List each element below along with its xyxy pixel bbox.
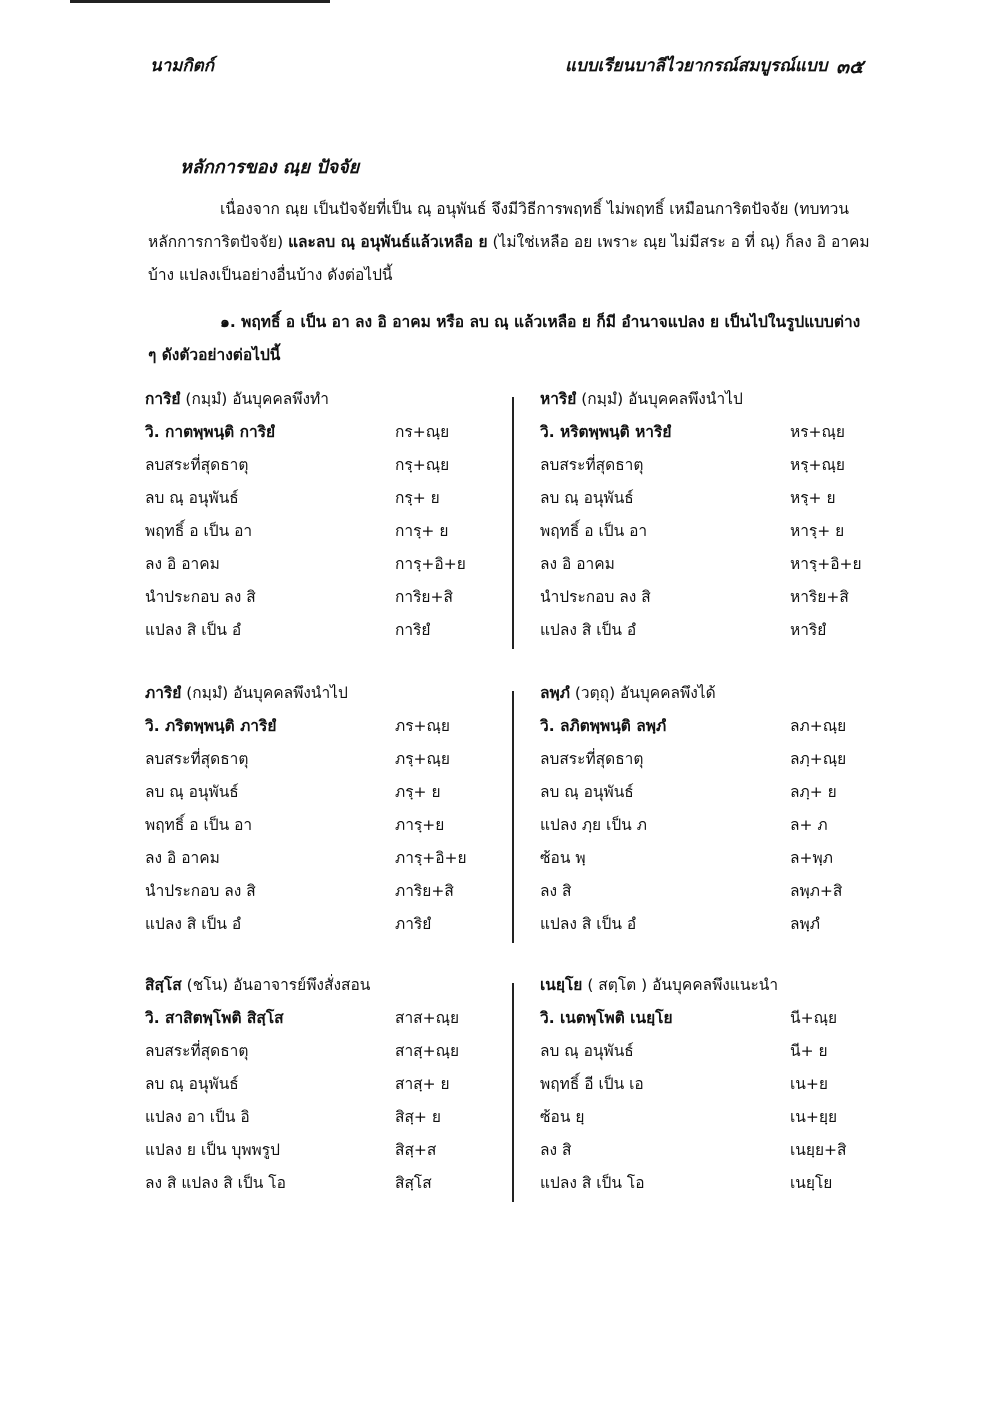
example-neyyo: [540, 969, 880, 1200]
headword: เนยฺโย: [540, 976, 583, 994]
intro-paragraph: [148, 193, 870, 292]
derivation-row: [145, 1068, 485, 1101]
step-label: ลง อิ อาคม: [145, 555, 220, 573]
step-value: นี+ ย: [790, 1042, 828, 1060]
derivation-row: [145, 776, 485, 809]
intro-text-2: (ไม่ใช่เหลือ อย เพราะ ณฺย ไม่มีสระ อ ที่ ณฺ) ก็ลง อิ อาคมบ้าง แปลงเป็นอย่างอื่นบ้าง ดังต่อไปนี้: [148, 233, 870, 284]
step-value: ภารฺ+อิ+ย: [395, 849, 467, 867]
step-label: แปลง สิ เป็น โอ: [540, 1174, 645, 1192]
step-label: ลบสระที่สุดธาตุ: [145, 456, 249, 474]
step-label: ลบ ณฺ อนุพันธ์: [145, 783, 239, 801]
gloss: (วตฺถุ) อันบุคคลพึงได้: [569, 684, 716, 702]
derivation-row: [145, 908, 485, 941]
step-label: ลบ ณฺ อนุพันธ์: [145, 489, 239, 507]
example-heading: [145, 383, 485, 416]
step-value: ภาริย+สิ: [395, 882, 454, 900]
step-value: หารฺ+ ย: [790, 522, 845, 540]
step-label: นำประกอบ ลง สิ: [540, 588, 651, 606]
step-label: นำประกอบ ลง สิ: [145, 588, 256, 606]
step-label: ลบ ณฺ อนุพันธ์: [540, 489, 634, 507]
example-heading: [145, 969, 485, 1002]
step-label: ลบ ณฺ อนุพันธ์: [540, 1042, 634, 1060]
example-heading: [540, 383, 880, 416]
step-label: ลบ ณฺ อนุพันธ์: [145, 1075, 239, 1093]
headword: การิยํ: [145, 390, 181, 408]
step-label: พฤทธิ์ อ เป็น อา: [145, 522, 253, 540]
derivation-row: [145, 809, 485, 842]
derivation-row: [540, 1035, 880, 1068]
step-value: เน+ยฺย: [790, 1108, 838, 1126]
section-title: หลักการของ ณฺย ปัจจัย: [180, 157, 360, 178]
step-value: การิยํ: [395, 621, 431, 639]
step-value: ล+ ภ: [790, 816, 828, 834]
derivation-row: [145, 842, 485, 875]
derivation-row: [540, 548, 880, 581]
example-heading: [145, 677, 485, 710]
derivation-row: [540, 1167, 880, 1200]
example-bhariya: [145, 677, 485, 941]
derivation-row: [145, 1002, 485, 1035]
step-value: สาสฺ+ณฺย: [395, 1042, 460, 1060]
derivation-row: [540, 614, 880, 647]
step-label: พฤทธิ์ อ เป็น อา: [145, 816, 253, 834]
step-value: ลภฺ+ณฺย: [790, 750, 847, 768]
step-label: ลบ ณฺ อนุพันธ์: [540, 783, 634, 801]
derivation-row: [540, 875, 880, 908]
step-label: ลง สิ แปลง สิ เป็น โอ: [145, 1174, 286, 1192]
derivation-row: [145, 581, 485, 614]
gloss: (กมฺมํ) อันบุคคลพึงนำไป: [576, 390, 743, 408]
step-label: วิ. กาตพฺพนฺติ การิยํ: [145, 423, 276, 441]
example-heading: [540, 969, 880, 1002]
running-header-left: นามกิตก์: [150, 56, 214, 76]
step-label: วิ. ภริตพฺพนฺติ ภาริยํ: [145, 717, 277, 735]
top-rule: [70, 0, 330, 3]
derivation-row: [145, 1035, 485, 1068]
step-value: กร+ณฺย: [395, 423, 450, 441]
step-label: วิ. ลภิตพฺพนฺติ ลพฺภํ: [540, 717, 667, 735]
headword: ลพฺภํ: [540, 684, 570, 702]
step-value: หาริยํ: [790, 621, 827, 639]
step-value: หาริย+สิ: [790, 588, 849, 606]
derivation-row: [145, 482, 485, 515]
step-label: แปลง สิ เป็น อํ: [540, 621, 637, 639]
step-label: ซ้อน พฺ: [540, 849, 586, 867]
step-value: เนยฺย+สิ: [790, 1141, 847, 1159]
derivation-row: [540, 449, 880, 482]
derivation-row: [540, 416, 880, 449]
example-sisso: [145, 969, 485, 1200]
step-value: กรฺ+ณฺย: [395, 456, 450, 474]
step-value: ภร+ณฺย: [395, 717, 450, 735]
step-label: ลง อิ อาคม: [540, 555, 615, 573]
step-label: ซ้อน ยฺ: [540, 1108, 585, 1126]
gloss: (กมฺมํ) อันบุคคลพึงทำ: [180, 390, 329, 408]
step-label: ลง สิ: [540, 882, 572, 900]
step-label: แปลง ภฺย เป็น ภ: [540, 816, 647, 834]
step-value: การิย+สิ: [395, 588, 453, 606]
step-label: พฤทธิ์ อ เป็น อา: [540, 522, 648, 540]
example-labbham: [540, 677, 880, 941]
derivation-row: [540, 710, 880, 743]
step-value: เน+ย: [790, 1075, 828, 1093]
step-label: วิ. หริตพฺพนฺติ หาริยํ: [540, 423, 672, 441]
derivation-row: [540, 1002, 880, 1035]
step-value: เนยฺโย: [790, 1174, 833, 1192]
step-value: ลพฺภ+สิ: [790, 882, 843, 900]
derivation-row: [145, 416, 485, 449]
step-value: หารฺ+อิ+ย: [790, 555, 862, 573]
derivation-row: [540, 776, 880, 809]
derivation-row: [145, 875, 485, 908]
step-value: ลพฺภํ: [790, 915, 820, 933]
derivation-row: [145, 548, 485, 581]
step-value: หรฺ+ ย: [790, 489, 836, 507]
step-label: แปลง สิ เป็น อํ: [145, 915, 242, 933]
step-label: ลบสระที่สุดธาตุ: [540, 750, 644, 768]
derivation-row: [145, 1167, 485, 1200]
gloss: ( สตฺโต ) อันบุคคลพึงแนะนำ: [582, 976, 779, 994]
page-number: ๓๕: [836, 56, 864, 78]
step-value: การฺ+ ย: [395, 522, 449, 540]
step-label: พฤทธิ์ อี เป็น เอ: [540, 1075, 644, 1093]
step-value: สิสฺ+ส: [395, 1141, 437, 1159]
step-value: สิสฺโส: [395, 1174, 432, 1192]
step-value: ภรฺ+ ย: [395, 783, 441, 801]
column-divider: [512, 691, 514, 943]
rule-1: ๑. พฤทธิ์ อ เป็น อา ลง อิ อาคม หรือ ลบ ณฺ แล้วเหลือ ย ก็มี อำนาจแปลง ย เป็นไปในรูปแบบต่าง ๆ ดังตัวอย่างต่อไปนี้: [148, 313, 861, 364]
derivation-row: [145, 1101, 485, 1134]
step-label: ลบสระที่สุดธาตุ: [540, 456, 644, 474]
step-label: ลง อิ อาคม: [145, 849, 220, 867]
column-divider: [512, 397, 514, 649]
step-label: ลบสระที่สุดธาตุ: [145, 750, 249, 768]
step-value: ภารฺ+ย: [395, 816, 445, 834]
step-value: ล+พฺภ: [790, 849, 833, 867]
step-label: วิ. สาสิตพฺโพติ สิสฺโส: [145, 1009, 284, 1027]
derivation-row: [145, 710, 485, 743]
step-label: วิ. เนตพฺโพติ เนยฺโย: [540, 1009, 673, 1027]
intro-text-bold: และลบ ณฺ อนุพันธ์แล้วเหลือ ย: [288, 233, 488, 251]
derivation-row: [540, 1068, 880, 1101]
step-value: ภรฺ+ณฺย: [395, 750, 450, 768]
step-value: หร+ณฺย: [790, 423, 845, 441]
step-value: สาส+ณฺย: [395, 1009, 460, 1027]
derivation-row: [540, 842, 880, 875]
running-header-title: แบบเรียนบาลีไวยากรณ์สมบูรณ์แบบ: [565, 56, 828, 76]
step-value: ภาริยํ: [395, 915, 432, 933]
step-value: ลภฺ+ ย: [790, 783, 837, 801]
derivation-row: [145, 449, 485, 482]
gloss: (กมฺมํ) อันบุคคลพึงนำไป: [181, 684, 348, 702]
headword: หาริยํ: [540, 390, 577, 408]
derivation-row: [145, 515, 485, 548]
step-label: แปลง สิ เป็น อํ: [540, 915, 637, 933]
step-label: นำประกอบ ลง สิ: [145, 882, 256, 900]
derivation-row: [145, 743, 485, 776]
example-heading: [540, 677, 880, 710]
derivation-row: [540, 515, 880, 548]
step-value: นี+ณฺย: [790, 1009, 838, 1027]
example-karinya: [145, 383, 485, 647]
gloss: (ชโน) อันอาจารย์พึงสั่งสอน: [181, 976, 371, 994]
derivation-row: [540, 581, 880, 614]
derivation-row: [145, 614, 485, 647]
derivation-row: [540, 908, 880, 941]
derivation-row: [540, 809, 880, 842]
step-label: แปลง อา เป็น อิ: [145, 1108, 250, 1126]
step-label: แปลง ย เป็น บุพพรูป: [145, 1141, 280, 1159]
headword: สิสฺโส: [145, 976, 182, 994]
derivation-row: [540, 482, 880, 515]
intro-text-1: เนื่องจาก ณฺย เป็นปัจจัยที่เป็น ณฺ อนุพันธ์ จึงมีวิธีการพฤทธิ์ ไม่พฤทธิ์ เหมือนการิตปัจจัย (ทบทวน หลักการการิตปัจจัย): [148, 200, 849, 251]
step-label: ลง สิ: [540, 1141, 572, 1159]
example-hariya: [540, 383, 880, 647]
step-value: หรฺ+ณฺย: [790, 456, 845, 474]
step-label: ลบสระที่สุดธาตุ: [145, 1042, 249, 1060]
step-value: สาสฺ+ ย: [395, 1075, 450, 1093]
column-divider: [512, 983, 514, 1202]
derivation-row: [540, 1134, 880, 1167]
derivation-row: [145, 1134, 485, 1167]
step-value: การฺ+อิ+ย: [395, 555, 466, 573]
step-value: ลภ+ณฺย: [790, 717, 847, 735]
derivation-row: [540, 743, 880, 776]
step-value: สิสฺ+ ย: [395, 1108, 441, 1126]
step-label: แปลง สิ เป็น อํ: [145, 621, 242, 639]
step-value: กรฺ+ ย: [395, 489, 440, 507]
headword: ภาริยํ: [145, 684, 182, 702]
derivation-row: [540, 1101, 880, 1134]
